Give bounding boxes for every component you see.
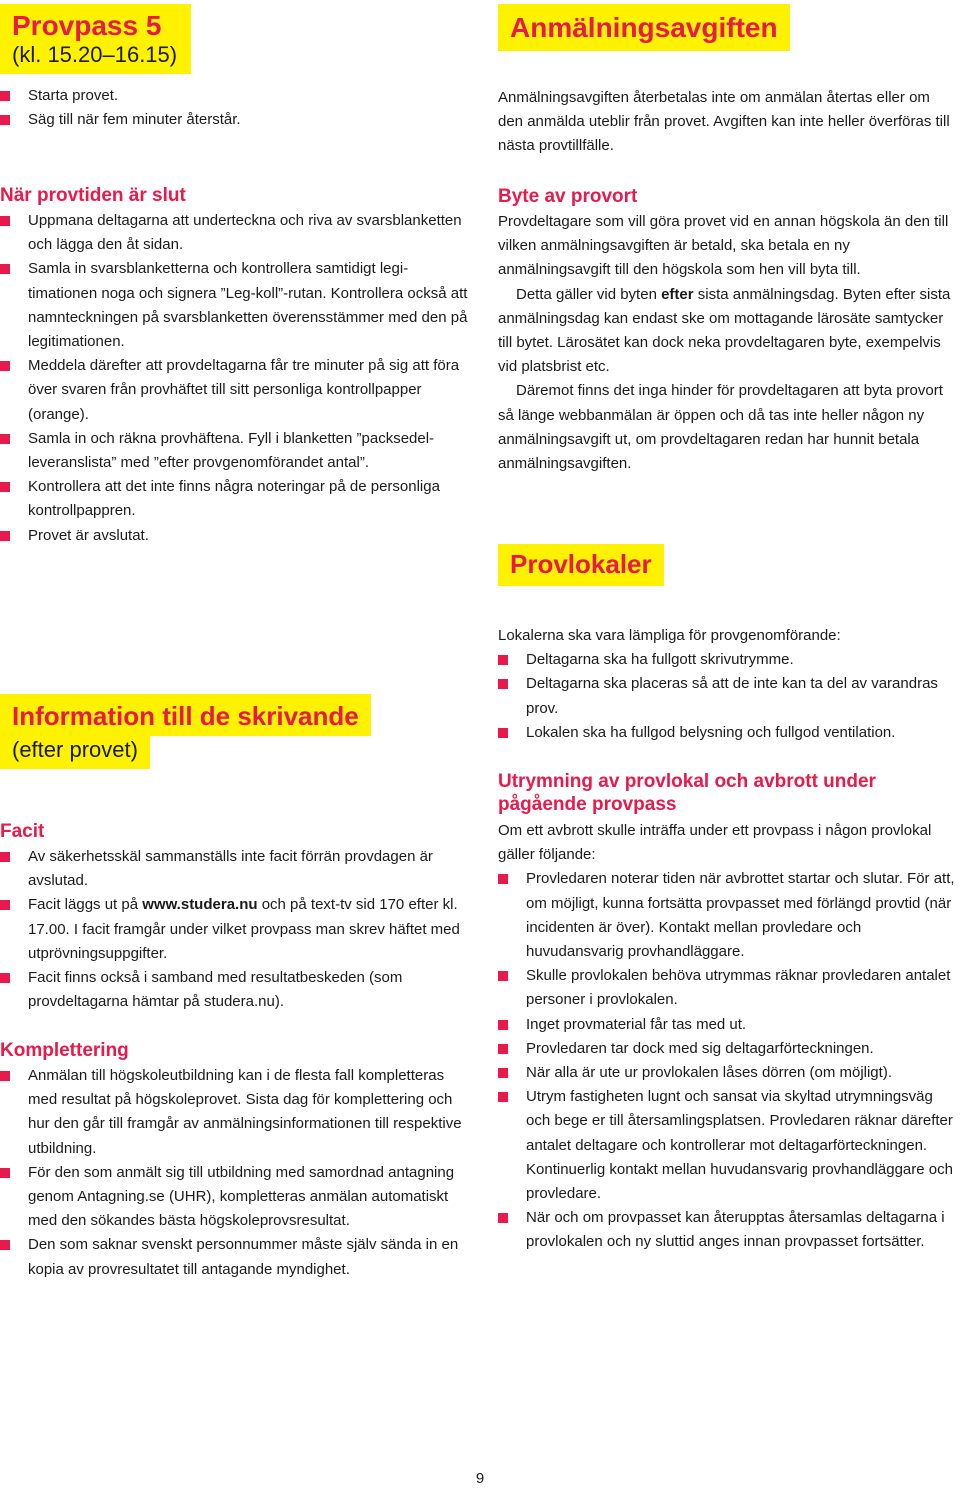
red-square-bullet-icon bbox=[0, 216, 10, 226]
utrymning-list bbox=[498, 867, 958, 1254]
anmalningsavgiften-section bbox=[498, 4, 958, 51]
byte-section bbox=[498, 185, 958, 476]
list-item: Provet är avslutat. bbox=[0, 524, 470, 548]
list-item: När och om provpasset kan återupptas återsamlas deltagarna i provlokalen och ny sluttid anges innan provpasset fortsätter. bbox=[498, 1206, 958, 1254]
list-item: Lokalen ska ha fullgod belysning och fullgod ventilation. bbox=[498, 721, 958, 745]
red-square-bullet-icon bbox=[498, 971, 508, 981]
red-square-bullet-icon bbox=[498, 1213, 508, 1223]
utrymning-heading: Utrymning av provlokal och avbrott under pågående provpass bbox=[498, 771, 876, 815]
list-item: Provledaren tar dock med sig deltagarförteckningen. bbox=[498, 1037, 958, 1061]
red-square-bullet-icon bbox=[0, 1071, 10, 1081]
red-square-bullet-icon bbox=[0, 531, 10, 541]
list-item: Kontrollera att det inte finns några noteringar på de personliga kontrollpappren. bbox=[0, 475, 470, 523]
provpass5-title: Provpass 5 bbox=[12, 10, 162, 41]
list-item: Facit läggs ut på www.studera.nu och på text-tv sid 170 efter kl. 17.00. I facit framgår under vilket provpass man skrev häftet med utprövningsuppgifter. bbox=[0, 893, 470, 966]
red-square-bullet-icon bbox=[0, 115, 10, 125]
red-square-bullet-icon bbox=[0, 973, 10, 983]
provpass5-subtitle: (kl. 15.20–16.15) bbox=[12, 42, 178, 67]
list-item: Meddela därefter att provdeltagarna får tre minuter på sig att föra över svaren från provhäftet till sitt personliga kontrollpapper (orange). bbox=[0, 354, 470, 427]
facit-list bbox=[0, 845, 470, 1014]
anmalningsavgiften-text: Anmälningsavgiften återbetalas inte om anmälan återtas eller om den anmälda uteblir från provet. Avgiften kan inte heller överföras till nästa provtillfälle. bbox=[498, 89, 950, 155]
nar-provtiden-heading: När provtiden är slut bbox=[0, 185, 186, 206]
provpass5-list bbox=[0, 84, 470, 132]
list-item: Skulle provlokalen behöva utrymmas räknar provledaren antalet personer i provlokalen. bbox=[498, 964, 958, 1012]
red-square-bullet-icon bbox=[0, 264, 10, 274]
nar-provtiden-list bbox=[0, 209, 470, 548]
byte-p1: Provdeltagare som vill göra provet vid en annan högskola än den till vilken anmälningsavgiften är betald, ska betala en ny anmälningsavgift till den högskola som hen vill byta till. bbox=[498, 213, 949, 279]
info-subtitle-box bbox=[0, 736, 150, 769]
info-title: Information till de skrivande bbox=[12, 701, 359, 731]
red-square-bullet-icon bbox=[0, 852, 10, 862]
info-section bbox=[0, 694, 470, 769]
provpass5-section bbox=[0, 4, 470, 74]
list-item: Anmälan till högskoleutbildning kan i de flesta fall kompletteras med resultat på högskoleprovet. Sista dag för komplettering och hur den går till framgår av anmälningsinformationen till respektive utbildning. bbox=[0, 1064, 470, 1161]
red-square-bullet-icon bbox=[498, 728, 508, 738]
provlokaler-body bbox=[498, 624, 958, 745]
anmalningsavgiften-title: Anmälningsavgiften bbox=[510, 12, 778, 43]
utrymning-section bbox=[498, 770, 958, 1255]
provpass5-list-wrap bbox=[0, 84, 470, 132]
list-item: Facit finns också i samband med resultatbeskeden (som provdeltagarna hämtar på studera.nu). bbox=[0, 966, 470, 1014]
byte-heading: Byte av provort bbox=[498, 186, 638, 207]
list-item: Starta provet. bbox=[0, 84, 470, 108]
list-item: När alla är ute ur provlokalen låses dörren (om möjligt). bbox=[498, 1061, 958, 1085]
red-square-bullet-icon bbox=[0, 361, 10, 371]
facit-section bbox=[0, 820, 470, 1014]
byte-p3: Däremot finns det inga hinder för provdeltagaren att byta provort så länge webbanmälan är öppen och då tas inte heller någon ny anmälningsavgift ut, om provdeltagaren redan har hunnit betala anmälningsavgiften. bbox=[498, 382, 943, 473]
studera-link-text: www.studera.nu bbox=[142, 896, 258, 914]
provlokaler-intro: Lokalerna ska vara lämpliga för provgenomförande: bbox=[498, 627, 841, 644]
list-item: Deltagarna ska ha fullgott skrivutrymme. bbox=[498, 648, 958, 672]
komplettering-section bbox=[0, 1039, 470, 1282]
byte-p2: Detta gäller vid byten efter sista anmälningsdag. Byten efter sista anmälningsdag kan endast ske om mottagande lärosäte samtycker till bytet. Lärosätet kan dock neka provdeltagaren byte, exempelvis vid platsbrist etc. bbox=[498, 285, 951, 376]
red-square-bullet-icon bbox=[0, 1168, 10, 1178]
red-square-bullet-icon bbox=[498, 679, 508, 689]
list-item: Inget provmaterial får tas med ut. bbox=[498, 1013, 958, 1037]
provlokaler-list bbox=[498, 648, 958, 745]
komplettering-list bbox=[0, 1064, 470, 1282]
provlokaler-section bbox=[498, 544, 958, 586]
red-square-bullet-icon bbox=[498, 1092, 508, 1102]
komplettering-heading: Komplettering bbox=[0, 1040, 129, 1061]
red-square-bullet-icon bbox=[498, 1044, 508, 1054]
red-square-bullet-icon bbox=[0, 434, 10, 444]
utrymning-intro: Om ett avbrott skulle inträffa under ett provpass i någon provlokal gäller följande: bbox=[498, 822, 932, 864]
list-item: För den som anmält sig till utbildning med samordnad antagning genom Antagning.se (UHR), kompletteras anmälan automatiskt med den sökandes bästa högskoleprovsresultat. bbox=[0, 1161, 470, 1234]
info-title-box bbox=[0, 694, 371, 736]
red-square-bullet-icon bbox=[0, 91, 10, 101]
nar-provtiden-section bbox=[0, 184, 470, 548]
anmalningsavgiften-body bbox=[498, 86, 958, 159]
red-square-bullet-icon bbox=[498, 874, 508, 884]
provlokaler-title: Provlokaler bbox=[510, 549, 652, 579]
list-item: Säg till när fem minuter återstår. bbox=[0, 108, 470, 132]
list-item: Uppmana deltagarna att underteckna och riva av svarsblanketten och lägga den åt sidan. bbox=[0, 209, 470, 257]
list-item: Den som saknar svenskt personnummer måste själv sända in en kopia av provresultatet till antagande myndighet. bbox=[0, 1233, 470, 1281]
list-item: Deltagarna ska placeras så att de inte kan ta del av varandras prov. bbox=[498, 672, 958, 720]
page-number: 9 bbox=[475, 1470, 485, 1487]
red-square-bullet-icon bbox=[0, 1240, 10, 1250]
provpass5-title-box bbox=[0, 4, 191, 74]
red-square-bullet-icon bbox=[0, 482, 10, 492]
list-item: Av säkerhetsskäl sammanställs inte facit förrän provdagen är avslutad. bbox=[0, 845, 470, 893]
provlokaler-title-box bbox=[498, 544, 664, 586]
red-square-bullet-icon bbox=[498, 655, 508, 665]
red-square-bullet-icon bbox=[498, 1068, 508, 1078]
list-item: Utrym fastigheten lugnt och sansat via skyltad utrymningsväg och bege er till återsamlingsplatsen. Provledaren räknar därefter antalet deltagare och kontrollerar mot deltagarförteckningen. Kontinuerlig kontakt mellan huvudansvarig provhandläggare och provledare. bbox=[498, 1085, 958, 1206]
anmalningsavgiften-title-box bbox=[498, 4, 790, 51]
info-subtitle: (efter provet) bbox=[12, 737, 138, 762]
facit-heading: Facit bbox=[0, 821, 45, 842]
list-item: Samla in svarsblanketterna och kontrollera samtidigt legitimationen noga och signera ”Leg-koll”-rutan. Kontrollera också att namnteckningen på svarsblanketten överensstämmer med den på legitimationen. bbox=[0, 257, 470, 354]
list-item: Samla in och räkna provhäftena. Fyll i blanketten ”packsedel-leveranslista” med ”efter provgenomförandet antal”. bbox=[0, 427, 470, 475]
red-square-bullet-icon bbox=[498, 1020, 508, 1030]
list-item: Provledaren noterar tiden när avbrottet startar och slutar. För att, om möjligt, kunna fortsätta provpasset med förlängd provtid (när incidenten är över). Kontakt mellan provledare och huvudansvarig provhandläggare. bbox=[498, 867, 958, 964]
red-square-bullet-icon bbox=[0, 900, 10, 910]
